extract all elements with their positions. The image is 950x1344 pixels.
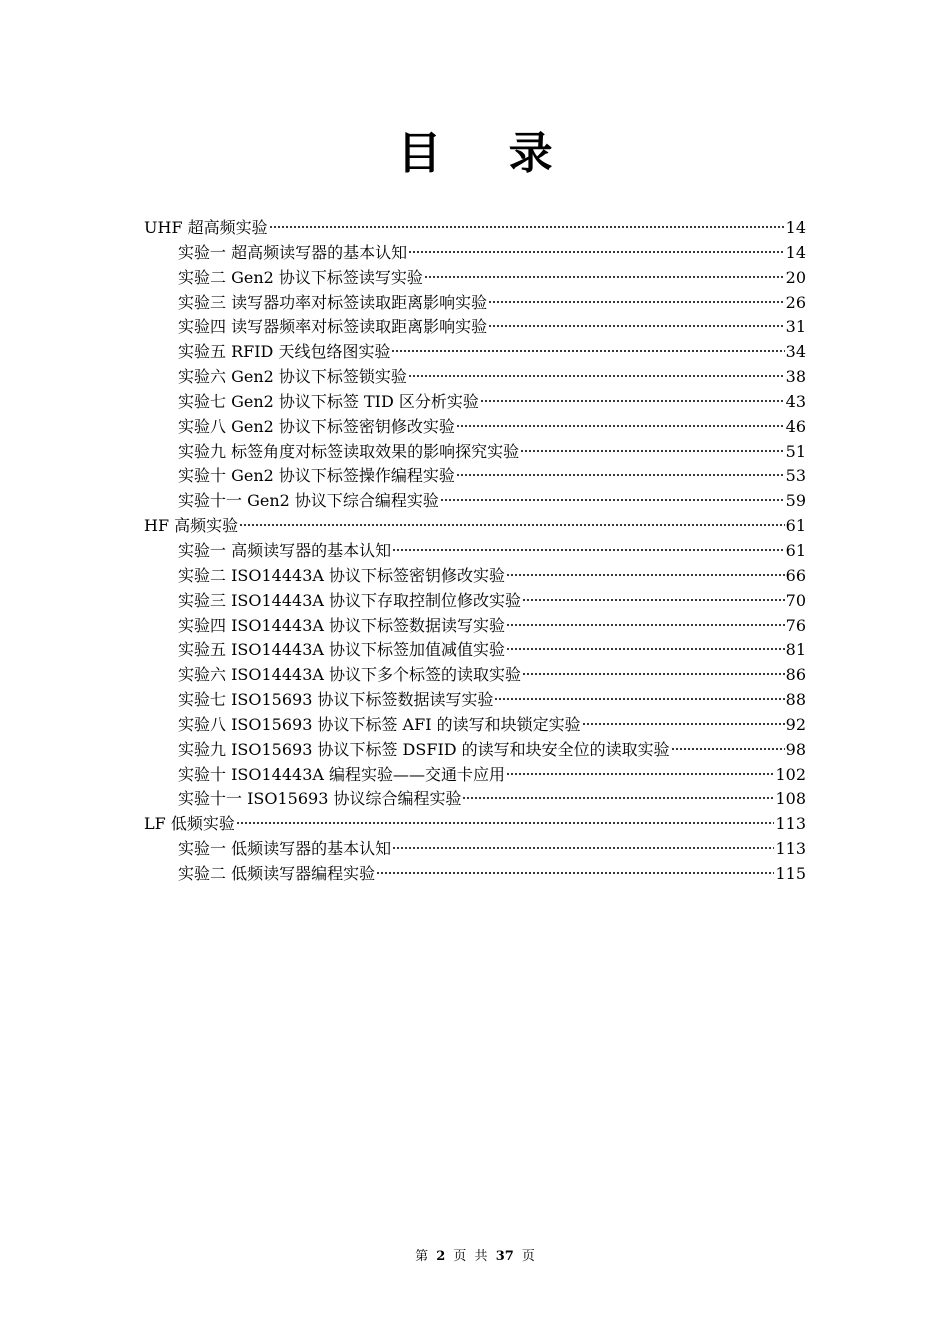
- dot-leader: [462, 796, 774, 800]
- toc-entry[interactable]: [144, 340, 806, 365]
- toc-entry-page-number: 81: [785, 640, 806, 660]
- toc-entry-page-number: 61: [785, 540, 806, 560]
- toc-entry[interactable]: [144, 787, 806, 812]
- dot-leader: [520, 449, 785, 453]
- toc-entry-title: 实验一 低频读写器的基本认知: [178, 839, 392, 859]
- toc-entry-title: 实验二 ISO14443A 协议下标签密钥修改实验: [178, 565, 506, 585]
- toc-entry-title: 实验四 ISO14443A 协议下标签数据读写实验: [178, 615, 506, 635]
- dot-leader: [582, 722, 785, 726]
- toc-entry-title: UHF 超高频实验: [144, 218, 268, 237]
- toc-entry[interactable]: [144, 862, 806, 887]
- toc-entry[interactable]: [144, 365, 806, 390]
- toc-entry-page-number: 86: [785, 665, 806, 685]
- toc-entry-title: LF 低频实验: [144, 814, 235, 834]
- toc-entry-page-number: 59: [785, 491, 806, 511]
- toc-entry[interactable]: [144, 291, 806, 316]
- toc-entry-title: 实验七 ISO15693 协议下标签数据读写实验: [178, 690, 494, 710]
- toc-entry-title: 实验二 低频读写器编程实验: [178, 863, 376, 883]
- toc-entry-page-number: 38: [785, 367, 806, 387]
- toc-entry-page-number: 113: [775, 839, 806, 859]
- toc-entry-page-number: 34: [785, 342, 806, 362]
- toc-entry[interactable]: [144, 440, 806, 465]
- dot-leader: [456, 473, 785, 477]
- toc-entry-title: HF 高频实验: [144, 516, 239, 536]
- dot-leader: [239, 523, 784, 527]
- footer-suffix: 页: [521, 1249, 535, 1264]
- toc-section-entry[interactable]: [144, 812, 806, 837]
- toc-entry-page-number: 46: [785, 416, 806, 436]
- toc-entry-page-number: 88: [785, 690, 806, 710]
- toc-entry-page-number: 61: [785, 516, 806, 536]
- dot-leader: [408, 250, 785, 254]
- dot-leader: [506, 772, 774, 776]
- dot-leader: [488, 324, 785, 328]
- dot-leader: [506, 573, 785, 577]
- toc-entry-title: 实验五 RFID 天线包络图实验: [178, 342, 391, 362]
- toc-entry-title: 实验三 读写器功率对标签读取距离影响实验: [178, 292, 488, 312]
- toc-entry-page-number: 14: [785, 218, 806, 237]
- toc-entry[interactable]: [144, 638, 806, 663]
- toc-entry-page-number: 20: [785, 267, 806, 287]
- toc-entry[interactable]: [144, 688, 806, 713]
- toc-entry-page-number: 66: [785, 565, 806, 585]
- toc-entry[interactable]: [144, 589, 806, 614]
- toc-entry[interactable]: [144, 390, 806, 415]
- dot-leader: [494, 697, 784, 701]
- toc-entry-page-number: 76: [785, 615, 806, 635]
- dot-leader: [506, 623, 785, 627]
- toc-entry[interactable]: [144, 713, 806, 738]
- toc-entry[interactable]: [144, 763, 806, 788]
- dot-leader: [392, 548, 785, 552]
- dot-leader: [269, 225, 785, 229]
- toc-entry-page-number: 108: [775, 789, 806, 809]
- toc-entry[interactable]: [144, 415, 806, 440]
- toc-entry-page-number: 102: [775, 764, 806, 784]
- dot-leader: [456, 424, 785, 428]
- toc-entry-title: 实验十一 ISO15693 协议综合编程实验: [178, 789, 462, 809]
- toc-entry-page-number: 98: [785, 739, 806, 759]
- page-footer: [0, 1248, 950, 1266]
- dot-leader: [488, 300, 785, 304]
- toc-entry[interactable]: [144, 315, 806, 340]
- footer-total-pages: 37: [495, 1249, 514, 1264]
- toc-entry[interactable]: [144, 539, 806, 564]
- dot-leader: [392, 846, 774, 850]
- toc-entry[interactable]: [144, 663, 806, 688]
- toc-entry[interactable]: [144, 738, 806, 763]
- toc-entry-title: 实验三 ISO14443A 协议下存取控制位修改实验: [178, 590, 522, 610]
- footer-current-page: 2: [436, 1249, 446, 1264]
- toc-entry[interactable]: [144, 241, 806, 266]
- toc-entry-title: 实验六 ISO14443A 协议下多个标签的读取实验: [178, 665, 522, 685]
- toc-entry-page-number: 113: [775, 814, 806, 834]
- dot-leader: [236, 821, 775, 825]
- dot-leader: [376, 871, 774, 875]
- toc-entry-title: 实验五 ISO14443A 协议下标签加值减值实验: [178, 640, 506, 660]
- toc-section-entry[interactable]: [144, 216, 806, 241]
- toc-entry-title: 实验一 超高频读写器的基本认知: [178, 242, 408, 262]
- toc-entry[interactable]: [144, 564, 806, 589]
- toc-section-entry[interactable]: [144, 514, 806, 539]
- toc-entry-title: 实验八 Gen2 协议下标签密钥修改实验: [178, 416, 455, 436]
- toc-entry-page-number: 92: [785, 714, 806, 734]
- toc-entry[interactable]: [144, 266, 806, 291]
- dot-leader: [480, 399, 785, 403]
- toc-entry-title: 实验十 ISO14443A 编程实验——交通卡应用: [178, 764, 506, 784]
- toc-entry-page-number: 43: [785, 391, 806, 411]
- dot-leader: [506, 647, 785, 651]
- toc-entry-page-number: 31: [785, 317, 806, 337]
- dot-leader: [391, 349, 784, 353]
- toc-entry-page-number: 51: [785, 441, 806, 461]
- toc-entry-title: 实验一 高频读写器的基本认知: [178, 540, 392, 560]
- dot-leader: [424, 275, 785, 279]
- toc-entry-title: 实验六 Gen2 协议下标签锁实验: [178, 367, 407, 387]
- page-title: 目 录: [397, 128, 579, 179]
- toc-entry[interactable]: [144, 614, 806, 639]
- dot-leader: [440, 498, 785, 502]
- footer-middle: 页 共: [453, 1249, 488, 1264]
- toc-entry-title: 实验九 标签角度对标签读取效果的影响探究实验: [178, 441, 520, 461]
- dot-leader: [522, 598, 785, 602]
- toc-entry-title: 实验二 Gen2 协议下标签读写实验: [178, 267, 423, 287]
- toc-entry-title: 实验四 读写器频率对标签读取距离影响实验: [178, 317, 488, 337]
- toc-entry-page-number: 70: [785, 590, 806, 610]
- dot-leader: [522, 672, 785, 676]
- toc-entry-page-number: 14: [785, 242, 806, 262]
- toc-entry-title: 实验八 ISO15693 协议下标签 AFI 的读写和块锁定实验: [178, 714, 581, 734]
- toc-entry[interactable]: [144, 489, 806, 514]
- table-of-contents: [144, 216, 806, 887]
- toc-entry-page-number: 115: [775, 863, 806, 883]
- toc-entry-title: 实验七 Gen2 协议下标签 TID 区分析实验: [178, 391, 479, 411]
- toc-entry-title: 实验十一 Gen2 协议下综合编程实验: [178, 491, 439, 511]
- dot-leader: [671, 747, 785, 751]
- toc-entry[interactable]: [144, 464, 806, 489]
- toc-entry-title: 实验九 ISO15693 协议下标签 DSFID 的读写和块安全位的读取实验: [178, 739, 670, 759]
- toc-entry-title: 实验十 Gen2 协议下标签操作编程实验: [178, 466, 455, 486]
- toc-entry-page-number: 53: [785, 466, 806, 486]
- dot-leader: [408, 374, 785, 378]
- toc-entry[interactable]: [144, 837, 806, 862]
- footer-prefix: 第: [415, 1249, 429, 1264]
- toc-entry-page-number: 26: [785, 292, 806, 312]
